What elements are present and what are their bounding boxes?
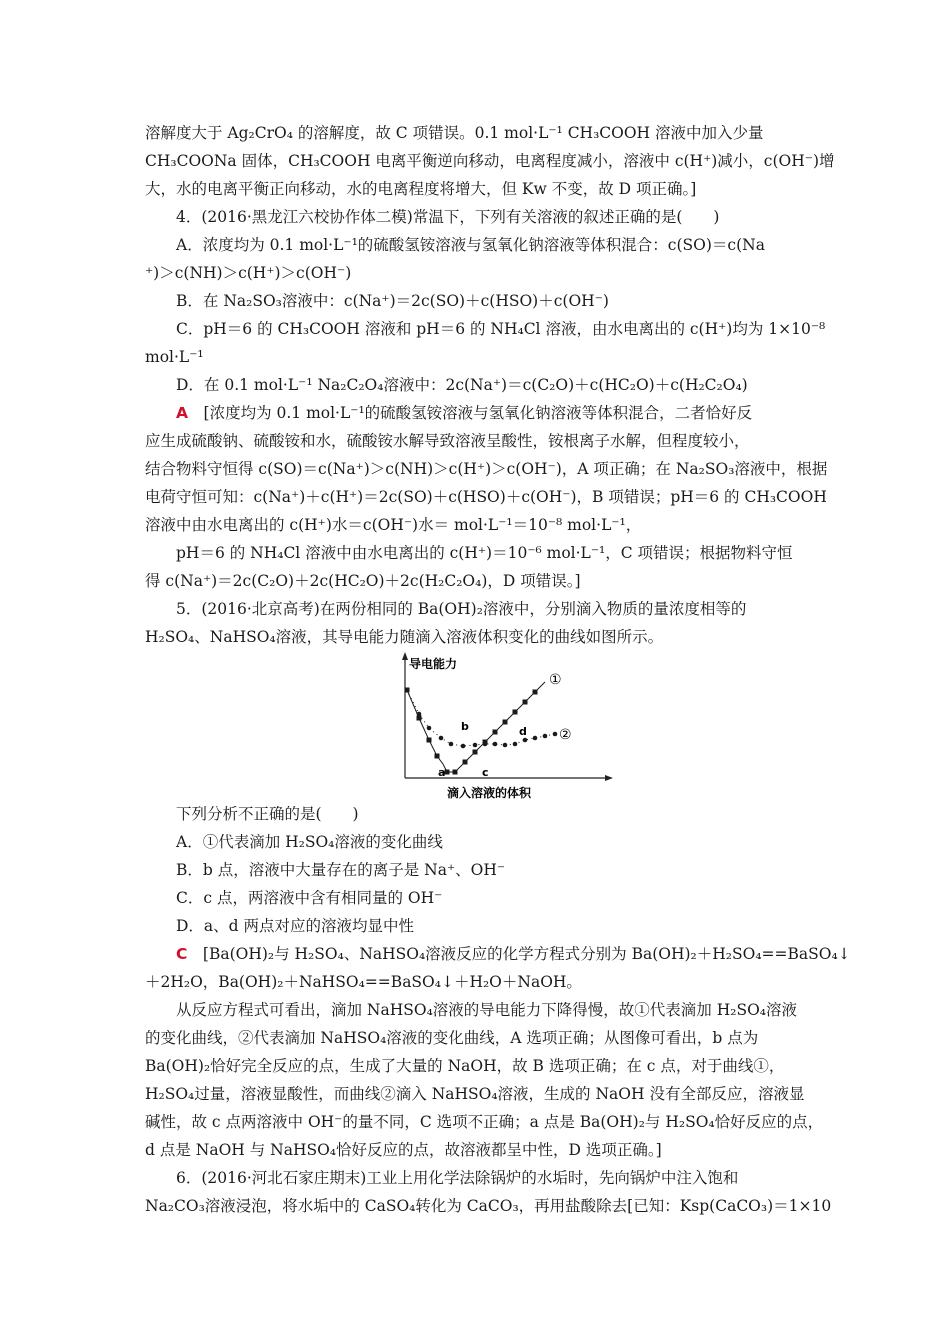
text-line: pH＝6 的 NH₄Cl 溶液中由水电离出的 c(H⁺)＝10⁻⁶ mol·L⁻¹，C 项错误；根据物料守恒 [176,544,793,562]
option-c: C．pH＝6 的 CH₃COOH 溶液和 pH＝6 的 NH₄Cl 溶液，由水电离出的 c(H⁺)均为 1×10⁻⁸ [176,320,826,338]
text-line: d 点是 NaOH 与 NaHSO₄恰好反应的点，故溶液都呈中性，D 选项正确。] [145,1141,662,1159]
text-line: ＋2H₂O，Ba(OH)₂＋NaHSO₄==BaSO₄↓＋H₂O＋NaOH。 [145,973,582,991]
curve-2-marker [439,736,444,741]
text-line: 从反应方程式可看出，滴加 NaHSO₄溶液的导电能力下降得慢，故①代表滴加 H₂SO₄溶液 [176,1001,797,1019]
text-line: mol·L⁻¹ [145,348,204,366]
option-b: B．在 Na₂SO₃溶液中：c(Na⁺)＝2c(SO)＋c(HSO)＋c(OH⁻) [176,292,609,310]
y-axis-arrow [402,652,408,660]
curve-1-marker [503,720,508,725]
curve-2-marker [553,732,558,737]
text-line: 的变化曲线，②代表滴加 NaHSO₄溶液的变化曲线，A 选项正确；从图像可看出，b 点为 [145,1029,759,1047]
answer-letter: A [176,404,188,422]
point-label-b: b [461,720,469,733]
x-axis-label: 滴入溶液的体积 [447,786,532,800]
text-line: 碱性，故 c 点两溶液中 OH⁻的量不同，C 选项不正确；a 点是 Ba(OH)₂与 H₂SO₄恰好反应的点， [145,1113,824,1131]
point-label-a: a [438,766,446,779]
curve-1-marker [453,770,458,775]
option-b: B．b 点，溶液中大量存在的离子是 Na⁺、OH⁻ [176,861,506,879]
text-line: ⁺)＞c(NH)＞c(H⁺)＞c(OH⁻) [145,264,352,282]
answer-line [176,403,846,423]
question-4-stem: 4．(2016·黑龙江六校协作体二模)常温下，下列有关溶液的叙述正确的是( ) [176,208,720,226]
curve-1-marker [493,730,498,735]
curve-2-marker [427,726,432,731]
curve-2-marker [483,742,488,747]
question-5-stem: 5．(2016·北京高考)在两份相同的 Ba(OH)₂溶液中，分别滴入物质的量浓度相等的 [176,600,747,618]
conductivity-figure [385,652,615,800]
text-line: CH₃COONa 固体，CH₃COOH 电离平衡逆向移动，电离程度减小，溶液中 c(H⁺)减小，c(OH⁻)增 [145,152,835,170]
curve-1-marker [405,688,410,693]
curve-1-marker [533,690,538,695]
option-a: A．①代表滴加 H₂SO₄溶液的变化曲线 [176,833,443,851]
answer-letter: C [176,945,188,963]
curve-2-marker [473,743,478,748]
curve-1-marker [473,750,478,755]
point-label-d: d [519,725,527,738]
option-a: A．浓度均为 0.1 mol·L⁻¹的硫酸氢铵溶液与氢氧化钠溶液等体积混合：c(SO)＝c(Na [176,236,765,254]
curve-1-marker [427,738,432,743]
curve-2-label: ② [559,727,572,743]
curve-2-marker [449,742,454,747]
text-line: 大，水的电离平衡正向移动，水的电离程度将增大，但 Kw 不变，故 D 项正确。] [145,180,697,198]
curve-2-marker [503,743,508,748]
answer-explanation: [浓度均为 0.1 mol·L⁻¹的硫酸氢铵溶液与氢氧化钠溶液等体积混合，二者恰好反 [203,404,753,422]
text-line: 溶解度大于 Ag₂CrO₄ 的溶解度，故 C 项错误。0.1 mol·L⁻¹ CH₃COOH 溶液中加入少量 [145,124,764,142]
curve-1-marker [435,754,440,759]
text-line: 溶液中由水电离出的 c(H⁺)水＝c(OH⁻)水＝ mol·L⁻¹＝10⁻⁸ mol·L⁻¹， [145,516,642,534]
curve-2-marker [417,712,422,717]
text-line: Ba(OH)₂恰好完全反应的点，生成了大量的 NaOH，故 B 选项正确；在 c 点，对于曲线①， [145,1057,785,1075]
text-line: 得 c(Na⁺)＝2c(C₂O)＋2c(HC₂O)＋2c(H₂C₂O₄)，D 项错误。] [145,572,581,590]
curve-1-marker [463,760,468,765]
answer-line [176,944,851,964]
y-axis-label: 导电能力 [409,657,458,671]
curve-2-marker [493,742,498,747]
text-line: Na₂CO₃溶液浸泡，将水垢中的 CaSO₄转化为 CaCO₃，再用盐酸除去[已知：Ksp(CaCO₃)＝1×10 [145,1197,832,1215]
option-d: D．a、d 两点对应的溶液均显中性 [176,917,415,935]
text-line: H₂SO₄、NaHSO₄溶液，其导电能力随滴入溶液体积变化的曲线如图所示。 [145,628,664,646]
answer-explanation: [Ba(OH)₂与 H₂SO₄、NaHSO₄溶液反应的化学方程式分别为 Ba(OH)₂＋H₂SO₄==BaSO₄↓ [202,945,851,963]
curve-1-marker [523,700,528,705]
question-6-stem: 6．(2016·河北石家庄期末)工业上用化学法除锅炉的水垢时，先向锅炉中注入饱和 [176,1169,739,1187]
curve-2-marker [543,734,548,739]
text-line: H₂SO₄过量，溶液显酸性，而曲线②滴入 NaHSO₄溶液，生成的 NaOH 没有全部反应，溶液显 [145,1085,805,1103]
text-line: 电荷守恒可知：c(Na⁺)＋c(H⁺)＝2c(SO)＋c(HSO)＋c(OH⁻)，B 项错误；pH＝6 的 CH₃COOH [145,488,827,506]
curve-1-label: ① [549,672,562,688]
text-line: 结合物料守恒得 c(SO)＝c(Na⁺)＞c(NH)＞c(H⁺)＞c(OH⁻)，A 项正确；在 Na₂SO₃溶液中，根据 [145,460,828,478]
curve-2-marker [461,744,466,749]
question-5-prompt: 下列分析不正确的是( ) [176,805,359,823]
x-axis-arrow [605,775,613,781]
curve-2-marker [533,736,538,741]
option-d: D．在 0.1 mol·L⁻¹ Na₂C₂O₄溶液中：2c(Na⁺)＝c(C₂O)＋c(HC₂O)＋c(H₂C₂O₄) [176,376,748,394]
curve-2-marker [513,742,518,747]
text-line: 应生成硫酸钠、硫酸铵和水，硫酸铵水解导致溶液呈酸性，铵根离子水解，但程度较小， [145,432,750,450]
curve-2-marker [523,738,528,743]
option-c: C．c 点，两溶液中含有相同量的 OH⁻ [176,889,443,907]
curve-1-marker [513,710,518,715]
point-label-c: c [482,766,489,779]
